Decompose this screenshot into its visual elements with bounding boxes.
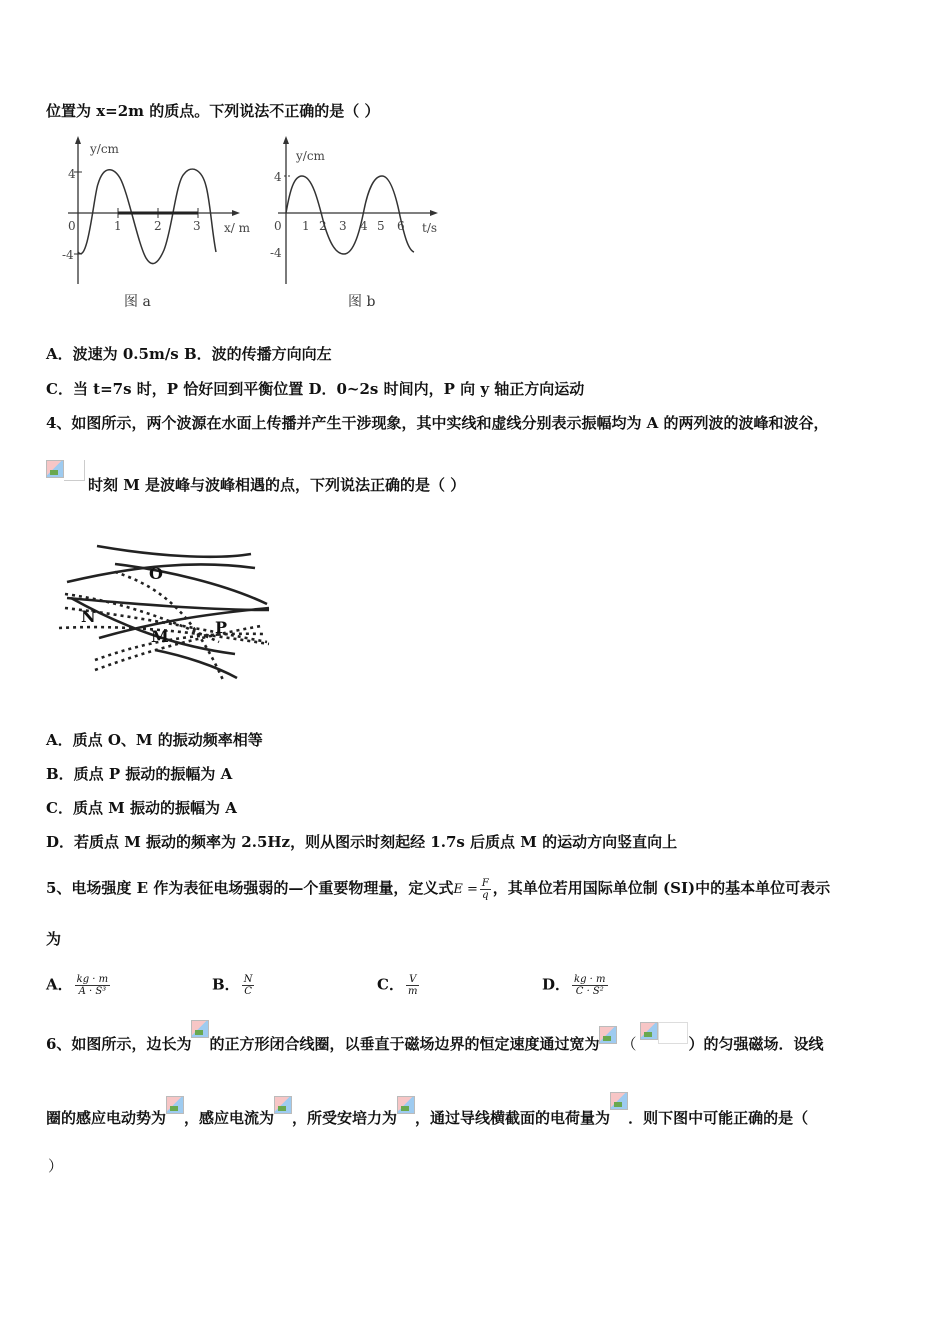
fig-b-tick: 5	[377, 219, 385, 233]
label-o: O	[149, 564, 163, 583]
q3-options-cd: C．当 t=7s 时，P 恰好回到平衡位置 D．0~2s 时间内，P 向 y 轴正方向运动	[46, 380, 585, 398]
q6-l2-c: ，所受安培力为	[292, 1109, 398, 1127]
q6-line1	[46, 1034, 824, 1054]
q4-stem-line1: 4、如图所示，两个波源在水面上传播并产生干涉现象，其中实线和虚线分别表示振幅均为 A 的两列波的波峰和波谷，	[46, 414, 829, 432]
interference-diagram	[55, 538, 275, 686]
q6-l1-b: 的正方形闭合线圈，以垂直于磁场边界的恒定速度通过宽为	[209, 1035, 600, 1053]
q5-opt-b-den: C	[244, 986, 252, 997]
q5-opt-a-label: A．	[46, 975, 73, 994]
q5-opt-d-num: kg · m	[574, 974, 606, 985]
fig-a-y-pos: 4	[68, 167, 76, 181]
broken-image-icon	[46, 460, 64, 478]
q4-option-a: A．质点 O、M 的振动频率相等	[46, 731, 263, 749]
label-n: N	[81, 607, 96, 626]
q5-option-d	[542, 974, 610, 997]
q4-option-c: C．质点 M 振动的振幅为 A	[46, 799, 237, 817]
broken-image-icon	[640, 1022, 658, 1040]
fig-a-ylabel: y/cm	[90, 142, 119, 156]
q5-opt-c-label: C．	[377, 975, 404, 994]
fig-b-y-pos: 4	[274, 170, 282, 184]
q5-formula	[453, 878, 492, 901]
q5-formula-lhs: E =	[453, 882, 478, 897]
fig-b-tick: 6	[397, 219, 405, 233]
fig-b-tick: 1	[302, 219, 310, 233]
q6-line3: ）	[48, 1157, 64, 1175]
q4-option-d: D．若质点 M 振动的频率为 2.5Hz，则从图示时刻起经 1.7s 后质点 M 的运动方向竖直向上	[46, 833, 678, 851]
image-placeholder-frame	[64, 460, 85, 481]
image-placeholder-frame	[658, 1022, 688, 1044]
fig-a-caption: 图 a	[124, 294, 151, 310]
fig-a-tick: 0	[68, 219, 76, 233]
q5-opt-a-num: kg · m	[76, 974, 109, 985]
label-p: P	[215, 618, 228, 637]
fig-a-wave-curve	[78, 169, 216, 263]
fig-a-xlabel: x/ m	[224, 221, 251, 235]
q4-option-b: B．质点 P 振动的振幅为 A	[46, 765, 233, 783]
q5-opt-d-label: D．	[542, 975, 571, 994]
q3-options-ab: A．波速为 0.5m/s B．波的传播方向向左	[46, 345, 332, 363]
broken-image-icon	[191, 1020, 209, 1038]
q5-opt-c-num: V	[406, 974, 419, 986]
q6-l1-a: 6、如图所示，边长为	[46, 1035, 192, 1053]
q5-stem-line2: 为	[46, 930, 62, 948]
q6-l1-d: ）的匀强磁场．设线	[688, 1035, 824, 1053]
figure-a-wave-graph	[56, 134, 271, 314]
q6-l2-e: ．则下图中可能正确的是（	[628, 1109, 809, 1127]
q6-l2-b: ，感应电流为	[184, 1109, 275, 1127]
fig-a-tick: 2	[154, 219, 162, 233]
broken-image-icon	[610, 1092, 628, 1110]
q5-formula-num: F	[481, 878, 489, 889]
q5-stem-line1	[46, 878, 830, 901]
fig-a-tick: 1	[114, 219, 122, 233]
q6-line2	[46, 1108, 808, 1128]
q5-opt-d-den: C · S²	[575, 986, 604, 997]
fig-b-wave-curve	[286, 176, 414, 254]
fig-b-tick: 2	[319, 219, 327, 233]
q5-opt-c-den: m	[407, 986, 418, 997]
label-m: M	[151, 627, 169, 646]
q5-option-b	[212, 974, 256, 997]
fig-b-caption: 图 b	[348, 294, 376, 310]
fig-a-tick: 3	[193, 219, 201, 233]
q5-opt-b-num: N	[243, 974, 253, 985]
fig-b-tick: 3	[339, 219, 347, 233]
q5-option-c	[377, 974, 421, 997]
figure-b-vibration-graph	[266, 134, 456, 314]
q6-l2-d: ，通过导线横截面的电荷量为	[415, 1109, 611, 1127]
fig-b-ylabel: y/cm	[296, 149, 325, 163]
q5-stem-post: ，其单位若用国际单位制 (SI)中的基本单位可表示	[492, 879, 831, 897]
fig-b-xlabel: t/s	[422, 221, 438, 235]
q5-option-a	[46, 974, 112, 997]
fig-b-tick: 0	[274, 219, 282, 233]
fig-b-tick: 4	[360, 219, 368, 233]
q5-opt-a-den: A · S³	[78, 986, 107, 997]
broken-image-icon	[274, 1096, 292, 1114]
q5-formula-den: q	[482, 890, 489, 901]
q6-l1-c: （	[621, 1035, 637, 1053]
broken-image-icon	[166, 1096, 184, 1114]
broken-image-icon	[599, 1026, 617, 1044]
q4-stem-line2: 时刻 M 是波峰与波峰相遇的点，下列说法正确的是（ ）	[88, 476, 466, 494]
q5-opt-b-label: B．	[212, 975, 240, 994]
q6-l2-a: 圈的感应电动势为	[46, 1109, 167, 1127]
fig-b-y-neg: -4	[270, 246, 282, 260]
broken-image-icon	[397, 1096, 415, 1114]
fig-a-y-neg: -4	[62, 248, 74, 262]
q3-stem: 位置为 x=2m 的质点。下列说法不正确的是（ ）	[46, 102, 380, 120]
q5-stem-pre: 5、电场强度 E 作为表征电场强弱的—个重要物理量，定义式	[46, 879, 454, 897]
